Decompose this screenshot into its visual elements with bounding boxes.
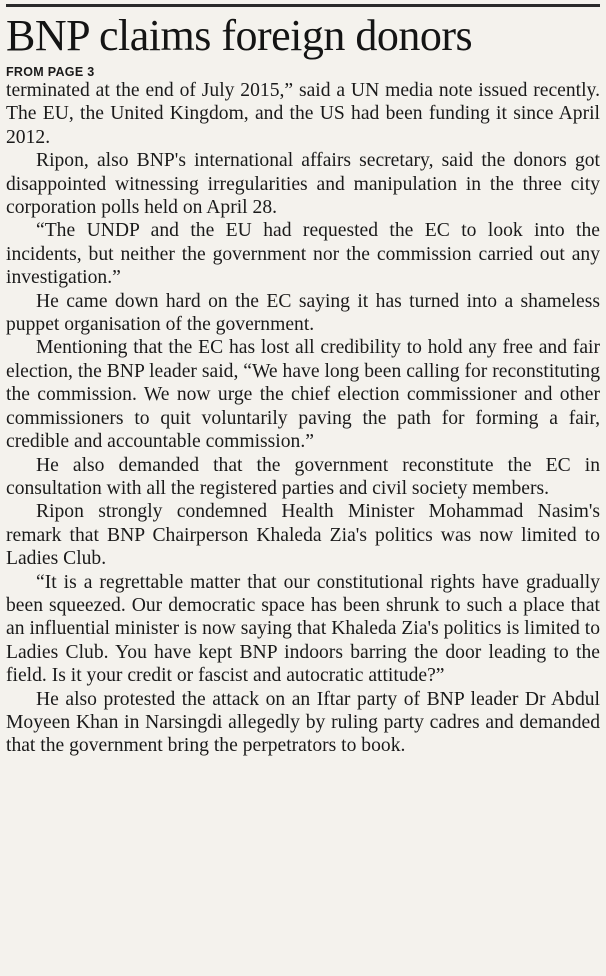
paragraph: Ripon, also BNP's international affairs secretary, said the donors got disappointed witnessing irregularities and manipulation in the three city corporation polls held on April 28. [6,150,600,219]
paragraph: “The UNDP and the EU had requested the EC to look into the incidents, but neither the government nor the commission carried out any investigation.” [6,220,600,289]
paragraph: Mentioning that the EC has lost all credibility to hold any free and fair election, the BNP leader said, “We have long been calling for reconstituting the commission. We now urge the chief election commissioner and other commissioners to quit voluntarily paving the path for forming a fair, credible and accountable commission.” [6,337,600,453]
paragraph: terminated at the end of July 2015,” said a UN media note issued recently. The EU, the United Kingdom, and the US had been funding it since April 2012. [6,80,600,148]
article-body [6,79,600,758]
headline: BNP claims foreign donors [6,11,473,60]
paragraph: “It is a regrettable matter that our constitutional rights have gradually been squeezed. Our democratic space has been shrunk to such a place that an influential minister is now saying that Khaleda Zia's politics is limited to Ladies Club. You have kept BNP indoors barring the door leading to the field. Is it your credit or fascist and autocratic attitude?” [6,571,600,687]
paragraph: He came down hard on the EC saying it has turned into a shameless puppet organisation of the government. [6,290,600,336]
continuation-label: FROM PAGE 3 [6,65,95,79]
paragraph: He also protested the attack on an Iftar party of BNP leader Dr Abdul Moyeen Khan in Narsingdi allegedly by ruling party cadres and demanded that the government bring the perpetrators to book. [6,688,600,757]
paragraph: Ripon strongly condemned Health Minister Mohammad Nasim's remark that BNP Chairperson Khaleda Zia's politics was now limited to Ladies Club. [6,501,600,570]
top-rule [6,4,600,7]
paragraph: He also demanded that the government reconstitute the EC in consultation with all the registered parties and civil society members. [6,454,600,499]
